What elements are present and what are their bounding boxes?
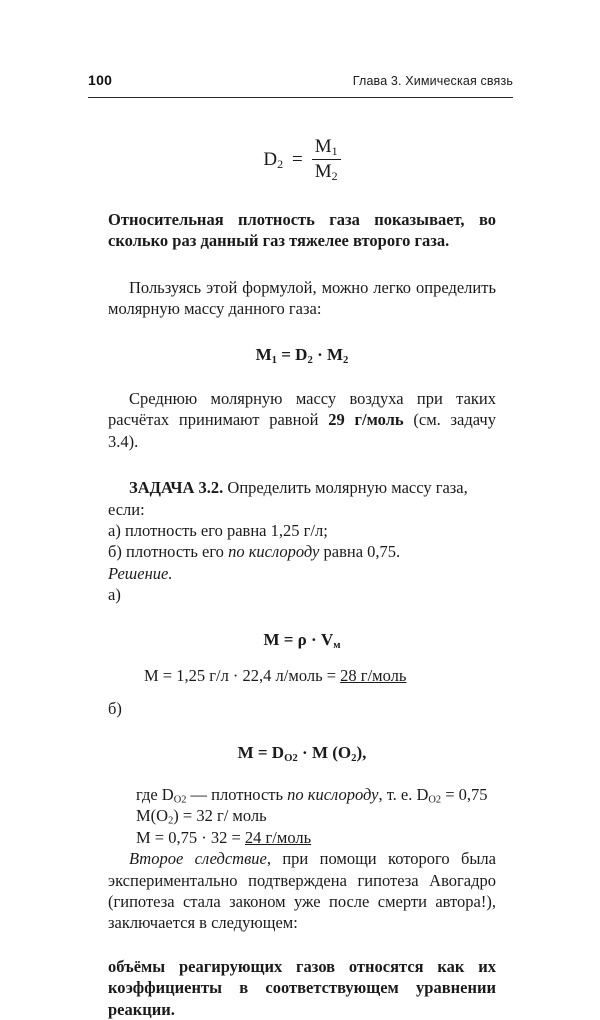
task-statement: ЗАДАЧА 3.2. Определить молярную массу газа, если: [108,478,468,519]
calculation-a: M = 1,25 г/л · 22,4 л/моль = 28 г/моль [144,665,407,685]
task-item-a: а) плотность его равна 1,25 г/л; [108,521,328,541]
paragraph-air-molar-mass: Среднюю молярную массу воздуха при таких расчётах принимают равной 29 г/моль (см. задачу 3.4). [108,388,496,451]
fraction-numerator: $M_1$ [314,136,338,159]
where-block [108,784,496,848]
formula-relative-density [108,136,496,183]
running-head [88,72,513,88]
italic-by-oxygen-2: по кислороду [287,784,379,804]
italic-second-consequence: Второе следствие [129,849,267,869]
italic-by-oxygen: по кислороду [228,542,320,562]
formula-oxygen-density: $M = D_{O2} \cdot M$ $(O_2)$, [237,742,367,764]
where-line-2: $M(O_2) = 32$ г/ моль [136,806,267,827]
definition-statement: Относительная плотность газа показывает, во сколько раз данный газ тяжелее второго газа. [108,210,496,251]
solution-marker-b: б) [108,699,122,719]
result-b: 24 г/моль [244,827,312,847]
paragraph-second-consequence: Второе следствие, при помощи которого была экспериментально подтверждена гипотеза Авогадро (гипотеза стала законом уже после смерти автора!), заключается в следующем: [108,849,496,933]
where-line-3: M = 0,75 · 32 = 24 г/моль [136,827,312,847]
solution-label: Решение. [108,563,173,583]
result-a: 28 г/моль [340,665,407,685]
lhs-subscript: 2 [277,156,284,171]
formula-mass-volume: $M = \rho \cdot V_м$ [263,629,341,651]
air-molar-mass-value: 29 г/моль [328,410,404,430]
formula-lhs: $D_2$ [263,148,284,171]
page-number: 100 [88,72,113,88]
header-rule [88,97,513,98]
text-column [108,112,496,1020]
equals-sign: = [292,148,303,170]
task-item-b: б) плотность его по кислороду равна 0,75. [108,542,401,562]
conclusion-statement: объёмы реагирующих газов относятся как их коэффициенты в соответствующем уравнении реакции. [108,956,496,1019]
solution-marker-a: а) [108,585,121,605]
paragraph-formula-intro: Пользуясь этой формулой, можно легко определить молярную массу данного газа: [108,277,496,319]
chapter-title: Глава 3. Химическая связь [352,74,513,88]
where-line-1: где $D_{O2}$ — плотность по кислороду, т. е. $D_{O2} = 0,75$ [136,784,488,806]
task-label: ЗАДАЧА 3.2. [129,478,224,498]
fraction [312,136,341,183]
fraction-denominator: $M_2$ [312,159,341,183]
formula-molar-mass: $M_1 = D_2 \cdot M_2$ [255,344,349,366]
